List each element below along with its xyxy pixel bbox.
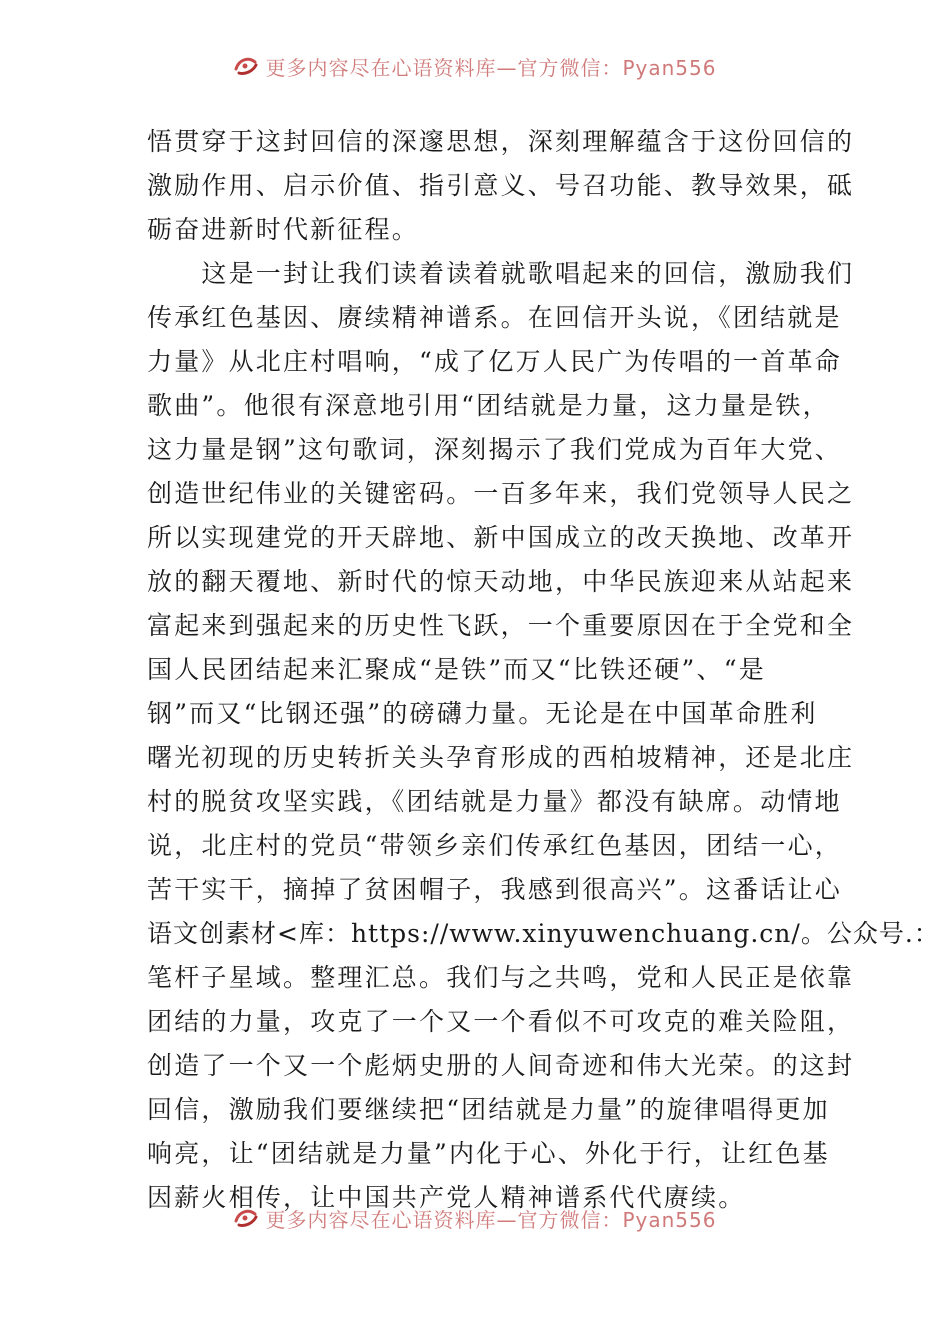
text-line: 团结的力量，攻克了一个又一个看似不可攻克的难关险阻，	[147, 1007, 855, 1036]
text-line: 国人民团结起来汇聚成“是铁”而又“比铁还硬”、“是	[147, 655, 766, 684]
watermark-text: 更多内容尽在心语资料库—官方微信：Pyan556	[265, 1208, 717, 1232]
text-line: 歌曲”。他很有深意地引用“团结就是力量，这力量是铁，	[147, 391, 830, 420]
text-line: 砺奋进新时代新征程。	[147, 215, 420, 244]
watermark-text: 更多内容尽在心语资料库—官方微信：Pyan556	[265, 56, 717, 80]
footer-watermark	[0, 1208, 950, 1238]
swirl-logo-icon	[233, 56, 259, 77]
text-line: 说，北庄村的党员“带领乡亲们传承红色基因，团结一心，	[147, 831, 842, 860]
text-line: 传承红色基因、赓续精神谱系。在回信开头说，《团结就是	[147, 303, 842, 332]
text-line: 这力量是钢”这句歌词，深刻揭示了我们党成为百年大党、	[147, 435, 842, 464]
text-line: 钢”而又“比钢还强”的磅礴力量。无论是在中国革命胜利	[147, 699, 818, 728]
text-line: 响亮，让“团结就是力量”内化于心、外化于行，让红色基	[147, 1139, 830, 1168]
text-line: 苦干实干，摘掉了贫困帽子，我感到很高兴”。这番话让心	[147, 875, 842, 904]
text-line: 笔杆子星域。整理汇总。我们与之共鸣，党和人民正是依靠	[147, 963, 855, 992]
text-line: 放的翻天覆地、新时代的惊天动地，中华民族迎来从站起来	[147, 567, 855, 596]
header-watermark	[0, 56, 950, 86]
text-line: 力量》从北庄村唱响，“成了亿万人民广为传唱的一首革命	[147, 347, 842, 376]
text-line: 曙光初现的历史转折关头孕育形成的西柏坡精神，还是北庄	[147, 743, 855, 772]
text-line: 所以实现建党的开天辟地、新中国成立的改天换地、改革开	[147, 523, 855, 552]
text-line: 创造世纪伟业的关键密码。一百多年来，我们党领导人民之	[147, 479, 855, 508]
text-line: 村的脱贫攻坚实践，《团结就是力量》都没有缺席。动情地	[147, 787, 842, 816]
document-body	[147, 120, 940, 1220]
text-line: 因薪火相传，让中国共产党人精神谱系代代赓续。	[147, 1183, 746, 1212]
text-line: 激励作用、启示价值、指引意义、号召功能、教导效果，砥	[147, 171, 855, 200]
text-line: 语文创素材<库：https://www.xinyuwenchuang.cn/。公众号.：	[147, 919, 940, 948]
text-line: 创造了一个又一个彪炳史册的人间奇迹和伟大光荣。的这封	[147, 1051, 855, 1080]
text-line: 回信，激励我们要继续把“团结就是力量”的旋律唱得更加	[147, 1095, 830, 1124]
text-line: 这是一封让我们读着读着就歌唱起来的回信，激励我们	[147, 259, 855, 288]
swirl-logo-icon	[233, 1208, 259, 1229]
text-line: 悟贯穿于这封回信的深邃思想，深刻理解蕴含于这份回信的	[147, 127, 855, 156]
text-line: 富起来到强起来的历史性飞跃，一个重要原因在于全党和全	[147, 611, 855, 640]
